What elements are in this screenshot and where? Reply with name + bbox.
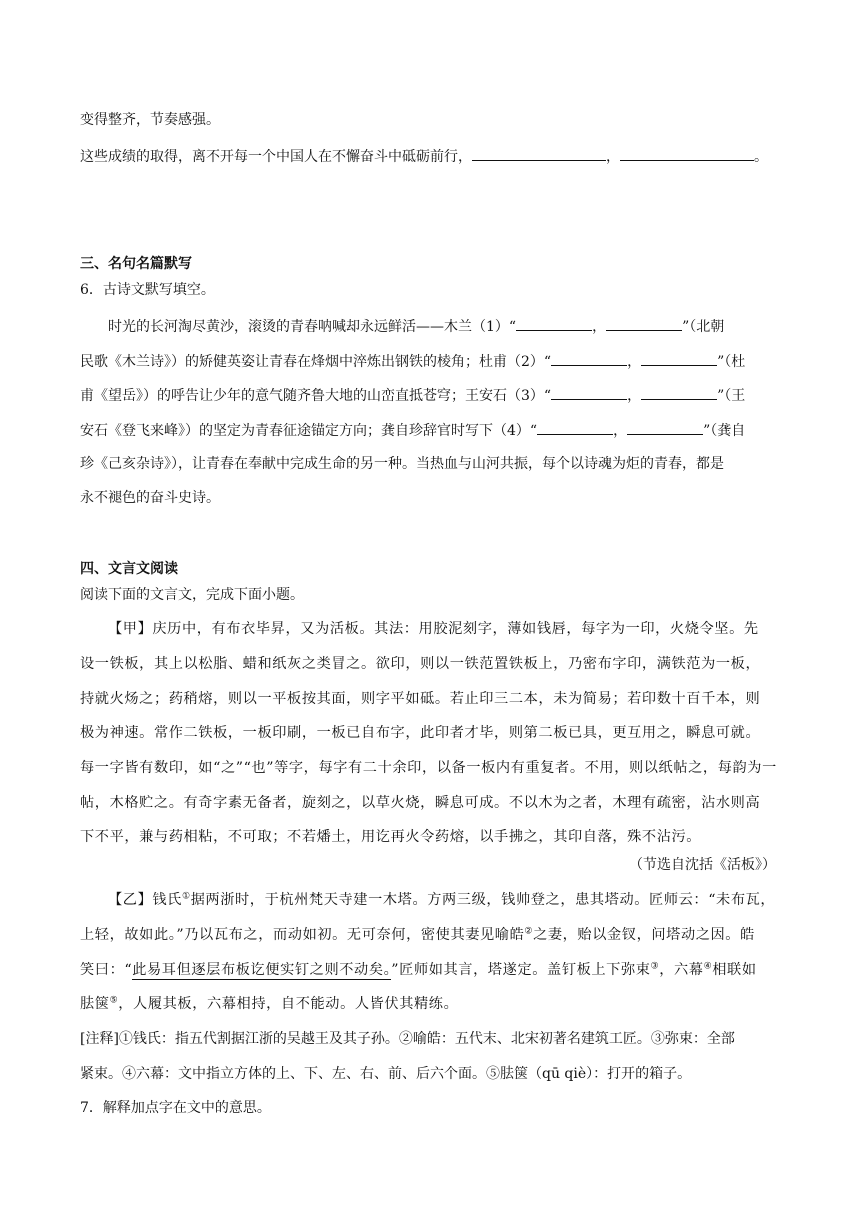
annotation-line: [注释]①钱氏：指五代割据江浙的吴越王及其子孙。②喻皓：五代末、北宋初著名建筑工匠。③弥束：全部 xyxy=(80,1031,735,1047)
text-span: 上轻，故如此。”乃以瓦布之，而动如初。无可奈何，密使其妻见喻皓 xyxy=(80,927,525,943)
passage-line: 持就火炀之；药稍熔，则以一平板按其面，则字平如砥。若止印三二本，未为简易；若印数十百千本，则 xyxy=(80,691,761,707)
text-line xyxy=(80,350,745,372)
question-label: 6．古诗文默写填空。 xyxy=(80,282,215,298)
passage-line: 【甲】庆历中，有布衣毕昇，又为活板。其法：用胶泥刻字，薄如钱唇，每字为一印，火烧令坚。先 xyxy=(108,621,759,637)
passage-line xyxy=(80,994,458,1014)
text-span: 。 xyxy=(754,149,768,165)
footnote-marker: ③ xyxy=(650,961,660,972)
text-span: ，人履其板，六幕相持，自不能动。人皆伏其精练。 xyxy=(118,996,459,1012)
text-line: 变得整齐，节奏感强。 xyxy=(80,112,220,128)
text-span: ”（王 xyxy=(717,388,746,404)
fill-blank[interactable] xyxy=(606,315,682,331)
text-line: 珍《己亥杂诗》），让青春在奉献中完成生命的另一种。当热血与山河共振，每个以诗魂为炬的青春，都是 xyxy=(80,456,724,472)
fill-blank[interactable] xyxy=(537,419,613,435)
text-span: ，六幕 xyxy=(659,962,704,978)
fill-blank[interactable] xyxy=(641,350,717,366)
underlined-sentence: 此易耳但逐层布板讫便实钉之则不动矣。 xyxy=(132,962,392,978)
text-span: ”匠师如其言，塔遂定。盖钉板上下弥束 xyxy=(391,962,651,978)
passage-line: 下不平，兼与药相粘，不可取；不若燔土，用讫再火令药熔，以手拂之，其印自落，殊不沾污。 xyxy=(80,829,702,845)
footnote-marker: ② xyxy=(524,926,534,937)
footnote-marker: ④ xyxy=(703,961,713,972)
passage-line: 帖，木格贮之。有奇字素无备者，旋刻之，以草火烧，瞬息可成。不以木为之者，木理有疏密，沾水则高 xyxy=(80,795,761,811)
question-label: 7．解释加点字在文中的意思。 xyxy=(80,1100,271,1116)
footnote-marker: ① xyxy=(181,891,191,902)
text-span: ”（北朝 xyxy=(682,319,725,335)
text-line: 永不褪色的奋斗史诗。 xyxy=(80,490,220,506)
text-line xyxy=(80,384,745,406)
fill-blank[interactable] xyxy=(551,384,627,400)
text-span: ”（龚自 xyxy=(703,423,746,439)
text-span: 【乙】钱氏 xyxy=(108,892,182,908)
fill-blank[interactable] xyxy=(641,384,717,400)
fill-blank[interactable] xyxy=(551,350,627,366)
text-span: 相联如 xyxy=(712,962,757,978)
text-span: 据两浙时，于杭州梵天寺建一木塔。方两三级，钱帅登之，患其塔动。匠师云：“未布瓦， xyxy=(190,892,776,908)
section-heading: 三、名句名篇默写 xyxy=(80,256,192,272)
fill-blank[interactable] xyxy=(627,419,703,435)
text-span: 安石《登飞来峰》）的坚定为青春征途锚定方向；龚自珍辞官时写下（4）“ xyxy=(80,423,538,439)
passage-line: 设一铁板，其上以松脂、蜡和纸灰之类冒之。欲印，则以一铁范置铁板上，乃密布字印，满铁范为一板， xyxy=(80,656,761,672)
passage-line xyxy=(80,925,755,945)
fill-blank[interactable] xyxy=(472,145,606,161)
section-heading: 四、文言文阅读 xyxy=(80,561,178,577)
text-span: 这些成绩的取得，离不开每一个中国人在不懈奋斗中砥砺前行， xyxy=(80,149,472,165)
text-span: ， xyxy=(627,354,642,370)
passage-source: （节选自沈括《活板》） xyxy=(629,857,776,873)
annotation-line: 紧束。④六幕：文中指立方体的上、下、左、右、前、后六个面。⑤胠箧（qū qiè）：打开的箱子。 xyxy=(80,1066,692,1082)
passage-line: 极为神速。常作二铁板，一板印刷，一板已自布字，此印者才毕，则第二板已具，更互用之，瞬息可就。 xyxy=(80,725,761,741)
fill-blank[interactable] xyxy=(516,315,592,331)
text-line xyxy=(80,419,745,441)
text-span: 民歌《木兰诗》）的矫健英姿让青春在烽烟中淬炼出钢铁的棱角；杜甫（2）“ xyxy=(80,354,552,370)
text-span: ， xyxy=(627,388,642,404)
text-span: 时光的长河淘尽黄沙，滚烫的青春呐喊却永远鲜活——木兰（1）“ xyxy=(108,319,517,335)
text-span: 之妻，贻以金钗，问塔动之因。皓 xyxy=(533,927,755,943)
footnote-marker: ⑤ xyxy=(109,995,119,1006)
text-span: ， xyxy=(606,149,620,165)
instruction: 阅读下面的文言文，完成下面小题。 xyxy=(80,587,304,603)
fill-blank[interactable] xyxy=(620,145,754,161)
text-span: 甫《望岳》）的呼告让少年的意气随齐鲁大地的山峦直抵苍穹；王安石（3）“ xyxy=(80,388,552,404)
text-span: 笑曰：“ xyxy=(80,962,133,978)
text-span: ， xyxy=(613,423,628,439)
passage-line xyxy=(80,960,757,980)
text-span: ， xyxy=(592,319,607,335)
text-line xyxy=(108,315,724,337)
text-span: 胠箧 xyxy=(80,996,110,1012)
text-line xyxy=(80,145,768,167)
text-span: ”（杜 xyxy=(717,354,746,370)
passage-line xyxy=(108,890,775,910)
passage-line: 每一字皆有数印，如“之”“也”等字，每字有二十余印，以备一板内有重复者。不用，则以纸帖之，每韵为一 xyxy=(80,760,777,776)
